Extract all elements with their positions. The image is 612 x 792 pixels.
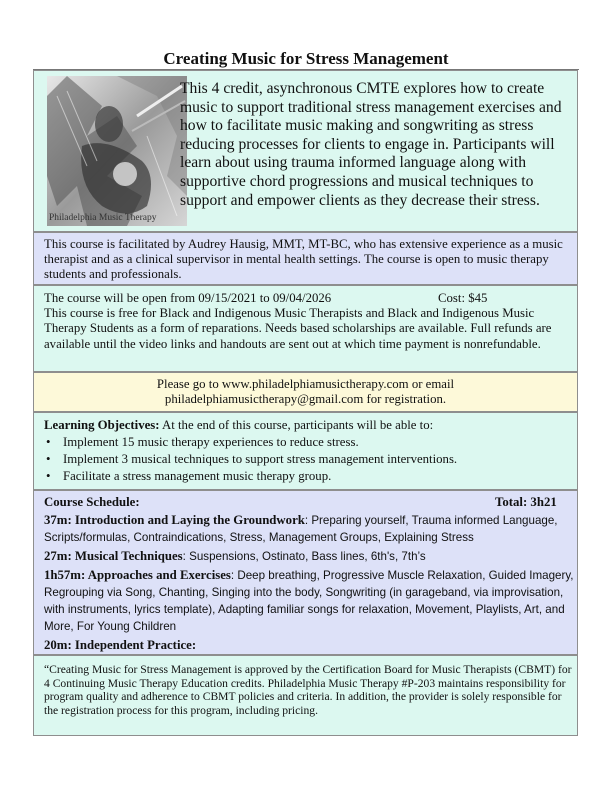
- schedule-title: : Musical Techniques: [67, 549, 183, 563]
- bullet-icon: •: [46, 469, 51, 483]
- schedule-desc: : Suspensions, Ostinato, Bass lines, 6th's, 7th’s: [182, 550, 426, 563]
- objective-item: • Implement 3 musical techniques to support stress management interventions.: [46, 452, 458, 466]
- course-dates: The course will be open from 09/15/2021 to 09/04/2026: [44, 291, 332, 305]
- guitarist-photo: [47, 76, 187, 226]
- schedule-title: : Independent Practice:: [67, 638, 197, 653]
- approval-text: “Creating Music for Stress Management is approved by the Certification Board for Music Therapists (CBMT) for 4 Continuing Music Therapy Education credits. Philadelphia Music Therapy #P-203 maintains responsibility for program quality and adherence to CBMT policies and criteria. In addition, the provider is solely responsible for the registration process for this program, including pricing.: [44, 663, 572, 718]
- schedule-row: [44, 548, 574, 565]
- availability-section: [33, 285, 578, 372]
- schedule-title: : Approaches and Exercises: [80, 567, 231, 582]
- schedule-time: 37m: [44, 513, 68, 527]
- registration-line-1: Please go to www.philadelphiamusictherapy.com or email: [156, 377, 455, 391]
- intro-section: [33, 70, 578, 232]
- registration-line-2: philadelphiamusictherapy@gmail.com for registration.: [164, 392, 447, 407]
- schedule-title: : Introduction and Laying the Groundwork: [67, 513, 305, 527]
- schedule-total: Total: 3h21: [495, 495, 557, 509]
- schedule-row: [44, 637, 574, 654]
- schedule-time: 27m: [44, 549, 68, 563]
- guitarist-image-icon: [47, 76, 187, 226]
- schedule-section: [33, 490, 578, 655]
- objectives-intro: At the end of this course, participants will be able to:: [159, 418, 434, 432]
- objectives-section: [33, 412, 578, 490]
- course-cost: Cost: $45: [438, 291, 488, 305]
- schedule-label: Course Schedule:: [44, 495, 140, 509]
- objectives-list: [44, 434, 572, 485]
- bullet-icon: •: [46, 435, 51, 449]
- schedule-time: 1h57m: [44, 567, 81, 582]
- objective-item: • Implement 15 music therapy experiences to reduce stress.: [46, 435, 359, 449]
- schedule-row: [44, 567, 574, 636]
- availability-details: This course is free for Black and Indigenous Music Therapists and Black and Indigenous Music Therapy Students as a form of reparations. Needs based scholarships are available. Full refunds are available until the video links and handouts are sent out at which time payment is nonrefundable.: [44, 306, 552, 351]
- schedule-row: [44, 512, 574, 546]
- registration-section: [33, 372, 578, 412]
- schedule-desc: : Deep breathing, Progressive Muscle Relaxation, Guided Imagery, Regrouping via Song, Chanting, Singing into the body, Songwriting (in garageband, via improvisation, with instruments, lyrics template), Adapting familiar songs for relaxation, Movement, Playlists, Art, and More, For Young Children: [44, 568, 574, 634]
- schedule-time: 20m: [44, 638, 68, 653]
- approval-section: [33, 655, 578, 736]
- photo-caption: Philadelphia Music Therapy: [49, 213, 157, 223]
- bullet-icon: •: [46, 452, 51, 466]
- schedule-desc: : Preparing yourself, Trauma informed Language, Scripts/formulas, Contraindications, Stress, Management Groups, Explaining Stress: [44, 514, 558, 545]
- intro-text: This 4 credit, asynchronous CMTE explores how to create music to support traditional stress management exercises and how to facilitate music making and songwriting as stress reducing processes for clients to engage in. Participants will learn about using trauma informed language along with supportive chord progressions and musical techniques to support and empower clients as they decrease their stress.: [180, 80, 562, 209]
- objective-item: • Facilitate a stress management music therapy group.: [46, 469, 332, 483]
- page-title: Creating Music for Stress Management: [163, 49, 449, 68]
- facilitator-text: This course is facilitated by Audrey Hausig, MMT, MT-BC, who has extensive experience as a music therapist and as a clinical supervisor in mental health settings. The course is open to music therapy students and professionals.: [44, 237, 563, 282]
- facilitator-section: [33, 232, 578, 285]
- objectives-label: Learning Objectives:: [44, 418, 160, 432]
